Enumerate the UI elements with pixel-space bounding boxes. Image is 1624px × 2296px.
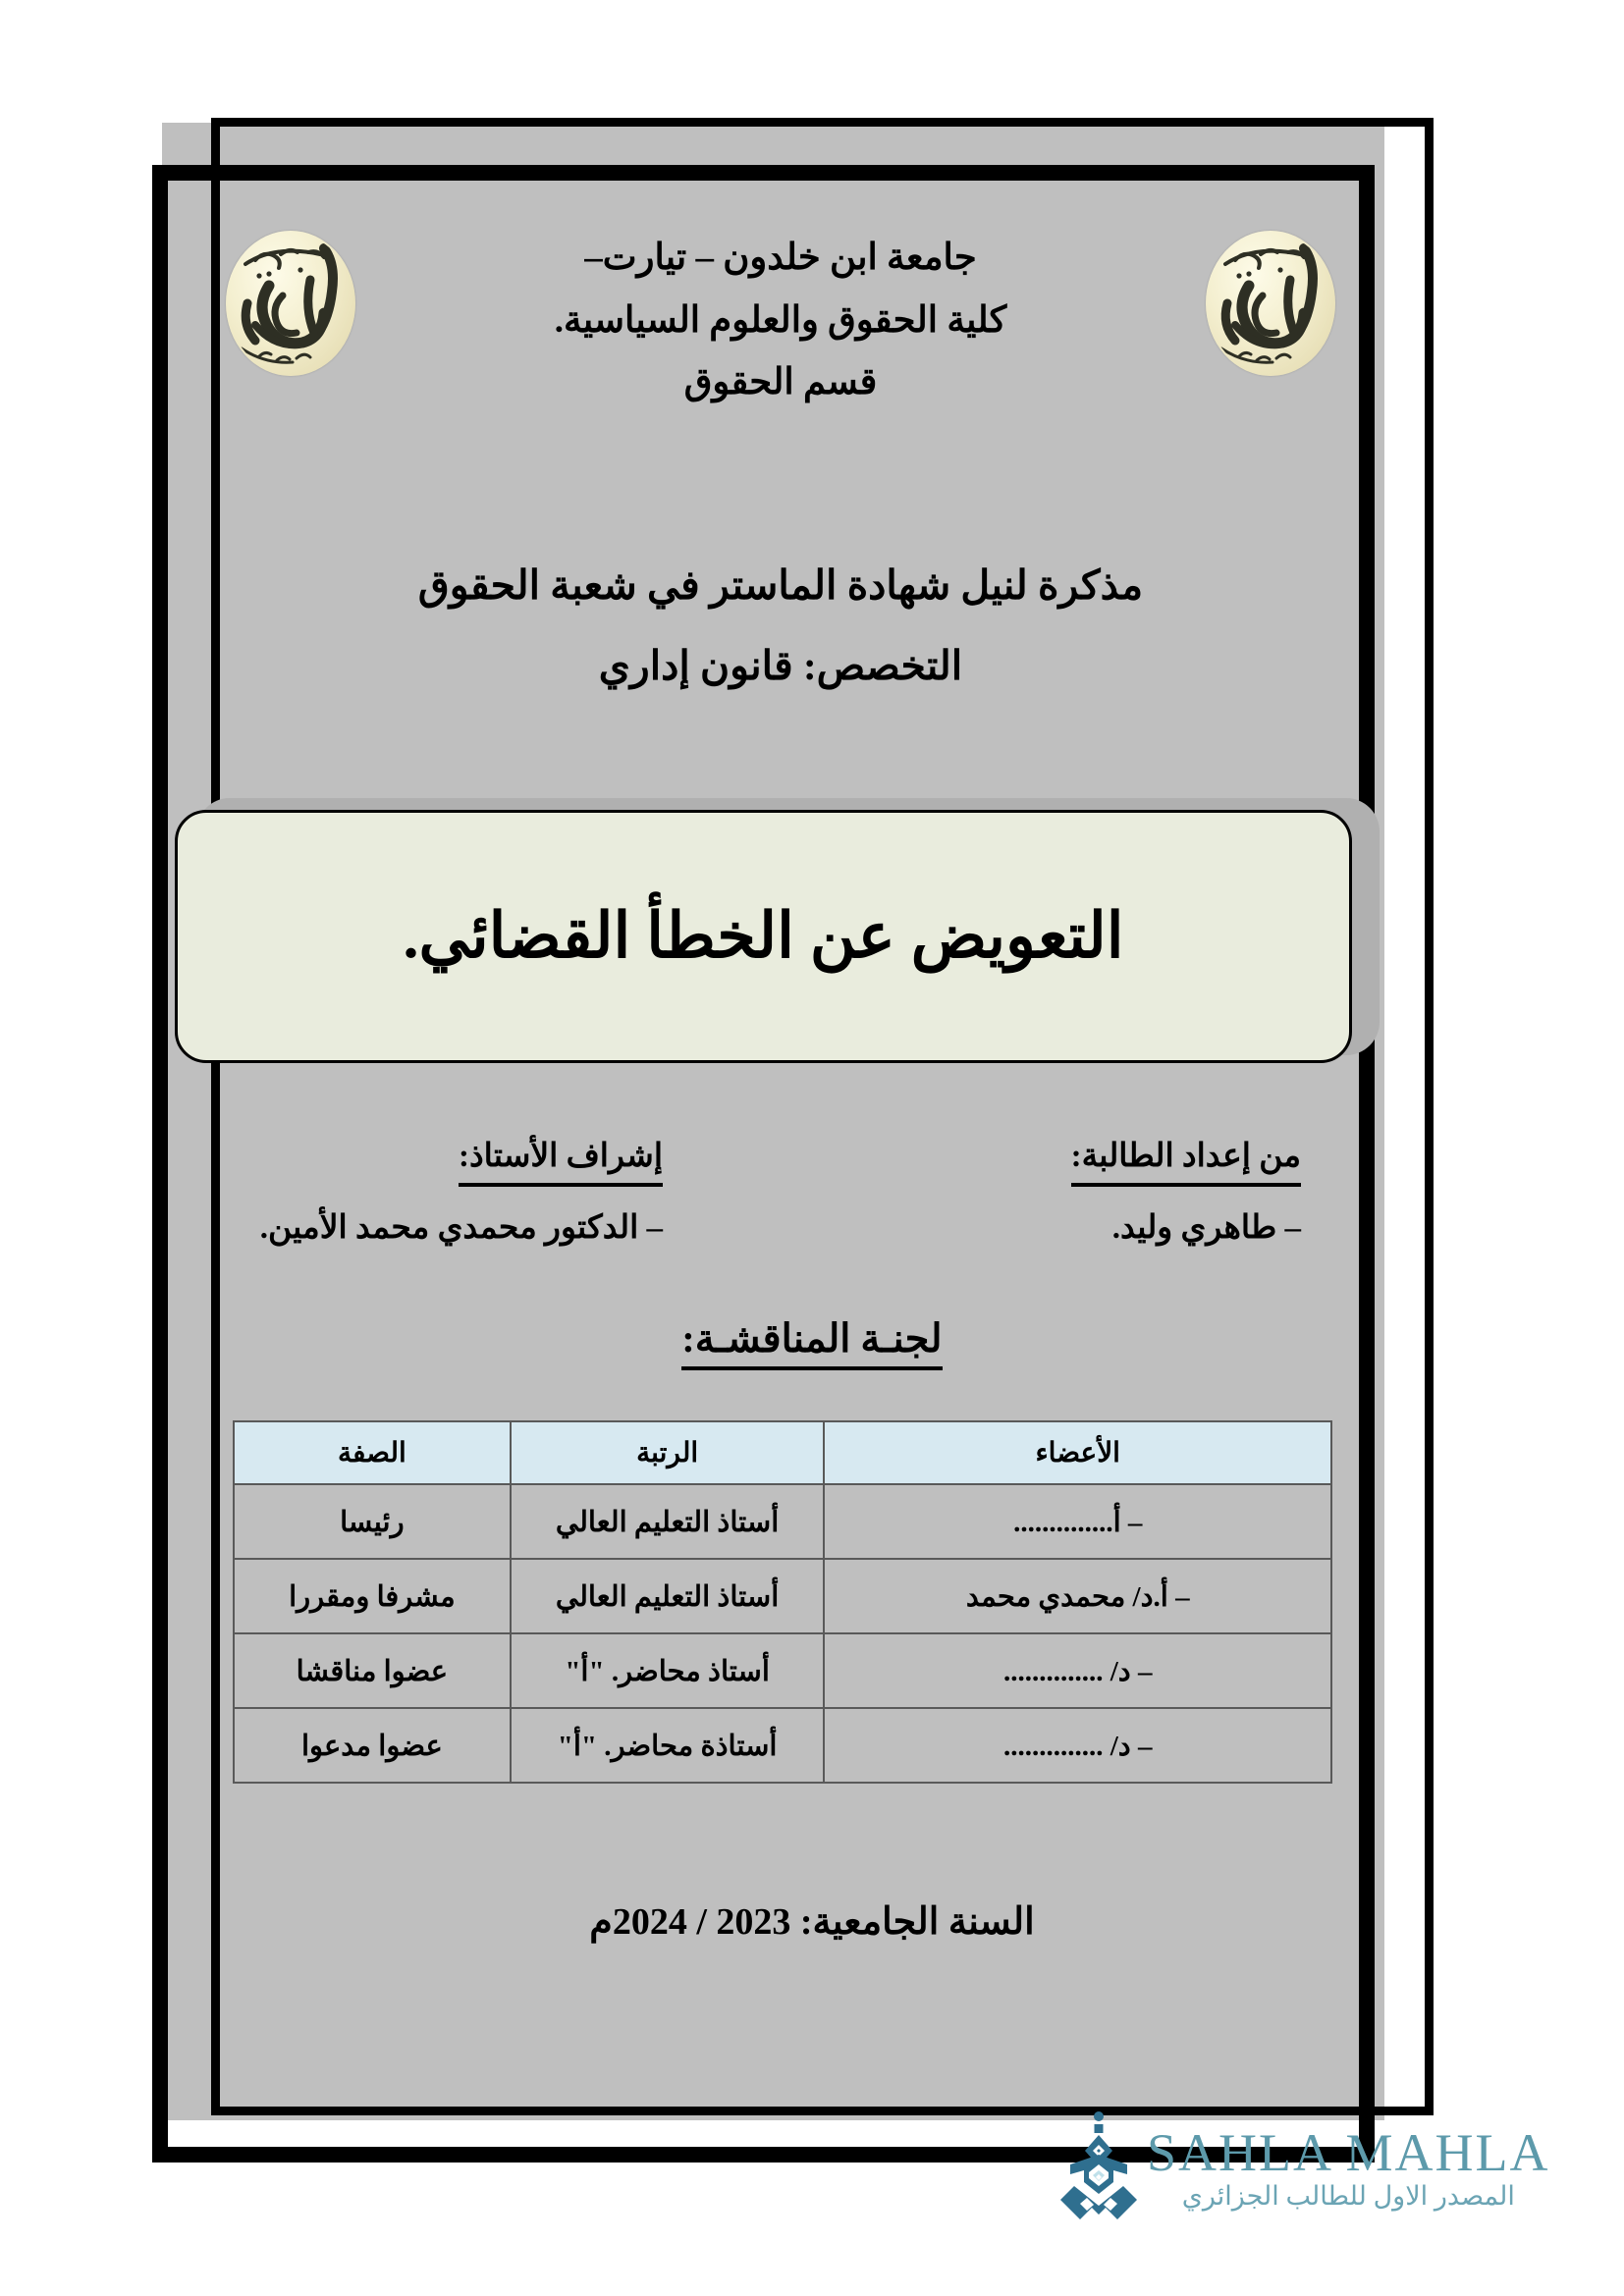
committee-heading: لجنـة المناقشـة:: [681, 1315, 942, 1370]
student-name: – طاهري وليد.: [1111, 1210, 1301, 1247]
cell-rank: أستاذ التعليم العالي: [511, 1484, 825, 1559]
table-row: [234, 1484, 1331, 1559]
column-header-role: الصفة: [234, 1421, 511, 1484]
table-header-row: [234, 1421, 1331, 1484]
cell-rank: أستاذة محاضر. "أ": [511, 1708, 825, 1783]
cell-members: – د/ ..............: [824, 1708, 1331, 1783]
column-header-members: الأعضاء: [824, 1421, 1331, 1484]
committee-table-container: [233, 1420, 1332, 1784]
cell-role: رئيسا: [234, 1484, 511, 1559]
thesis-title-container: [175, 810, 1378, 1070]
watermark: [1056, 2109, 1606, 2225]
watermark-subtitle: المصدر الاول للطالب الجزائري: [1181, 2180, 1515, 2211]
frame-tick-mark: ": [1308, 163, 1319, 191]
cell-role: عضوا مناقشا: [234, 1633, 511, 1708]
page-header: [226, 221, 1335, 414]
cell-members: – د/ ..............: [824, 1633, 1331, 1708]
faculty-name: كلية الحقوق والعلوم السياسية.: [554, 299, 1007, 341]
table-row: [234, 1559, 1331, 1633]
watermark-title: SAHLA MAHLA: [1147, 2122, 1550, 2182]
table-row: [234, 1708, 1331, 1783]
university-name: جامعة ابن خلدون – تيارت–: [584, 238, 977, 278]
cell-members: – أ.د/ محمدي محمد: [824, 1559, 1331, 1633]
thesis-title-box: [175, 810, 1352, 1063]
authorship-block: [191, 1134, 1335, 1254]
academic-year: السنة الجامعية: 2023 / 2024م: [589, 1901, 1035, 1943]
supervisor-name: – الدكتور محمدي محمد الأمين.: [259, 1210, 663, 1247]
cell-members: – أ..............: [824, 1484, 1331, 1559]
cell-role: مشرفا ومقررا: [234, 1559, 511, 1633]
column-header-rank: الرتبة: [511, 1421, 825, 1484]
cell-rank: أستاذ محاضر. "أ": [511, 1633, 825, 1708]
institution-block: [355, 221, 1206, 414]
cell-role: عضوا مدعوا: [234, 1708, 511, 1783]
university-logo-right: [1206, 231, 1335, 376]
watermark-text: [1147, 2122, 1550, 2211]
table-row: [234, 1633, 1331, 1708]
department-name: قسم الحقوق: [683, 362, 878, 403]
supervisor-label: إشراف الأستاذ:: [459, 1134, 663, 1187]
amazigh-diamond-ornament-icon: [1056, 2109, 1141, 2225]
degree-statement: [226, 545, 1335, 706]
degree-line-specialty: التخصص: قانون إداري: [598, 643, 963, 688]
student-block: [830, 1134, 1335, 1254]
supervisor-block: [191, 1134, 673, 1254]
academic-year-container: [0, 1899, 1624, 1944]
cell-rank: أستاذ التعليم العالي: [511, 1559, 825, 1633]
committee-heading-container: [0, 1315, 1624, 1370]
committee-table: [233, 1420, 1332, 1784]
degree-line-master: مذكرة لنيل شهادة الماستر في شعبة الحقوق: [417, 562, 1144, 608]
university-logo-left: [226, 231, 355, 376]
thesis-title: التعويض عن الخطأ القضائي.: [403, 901, 1124, 971]
student-label: من إعداد الطالبة:: [1071, 1134, 1301, 1187]
